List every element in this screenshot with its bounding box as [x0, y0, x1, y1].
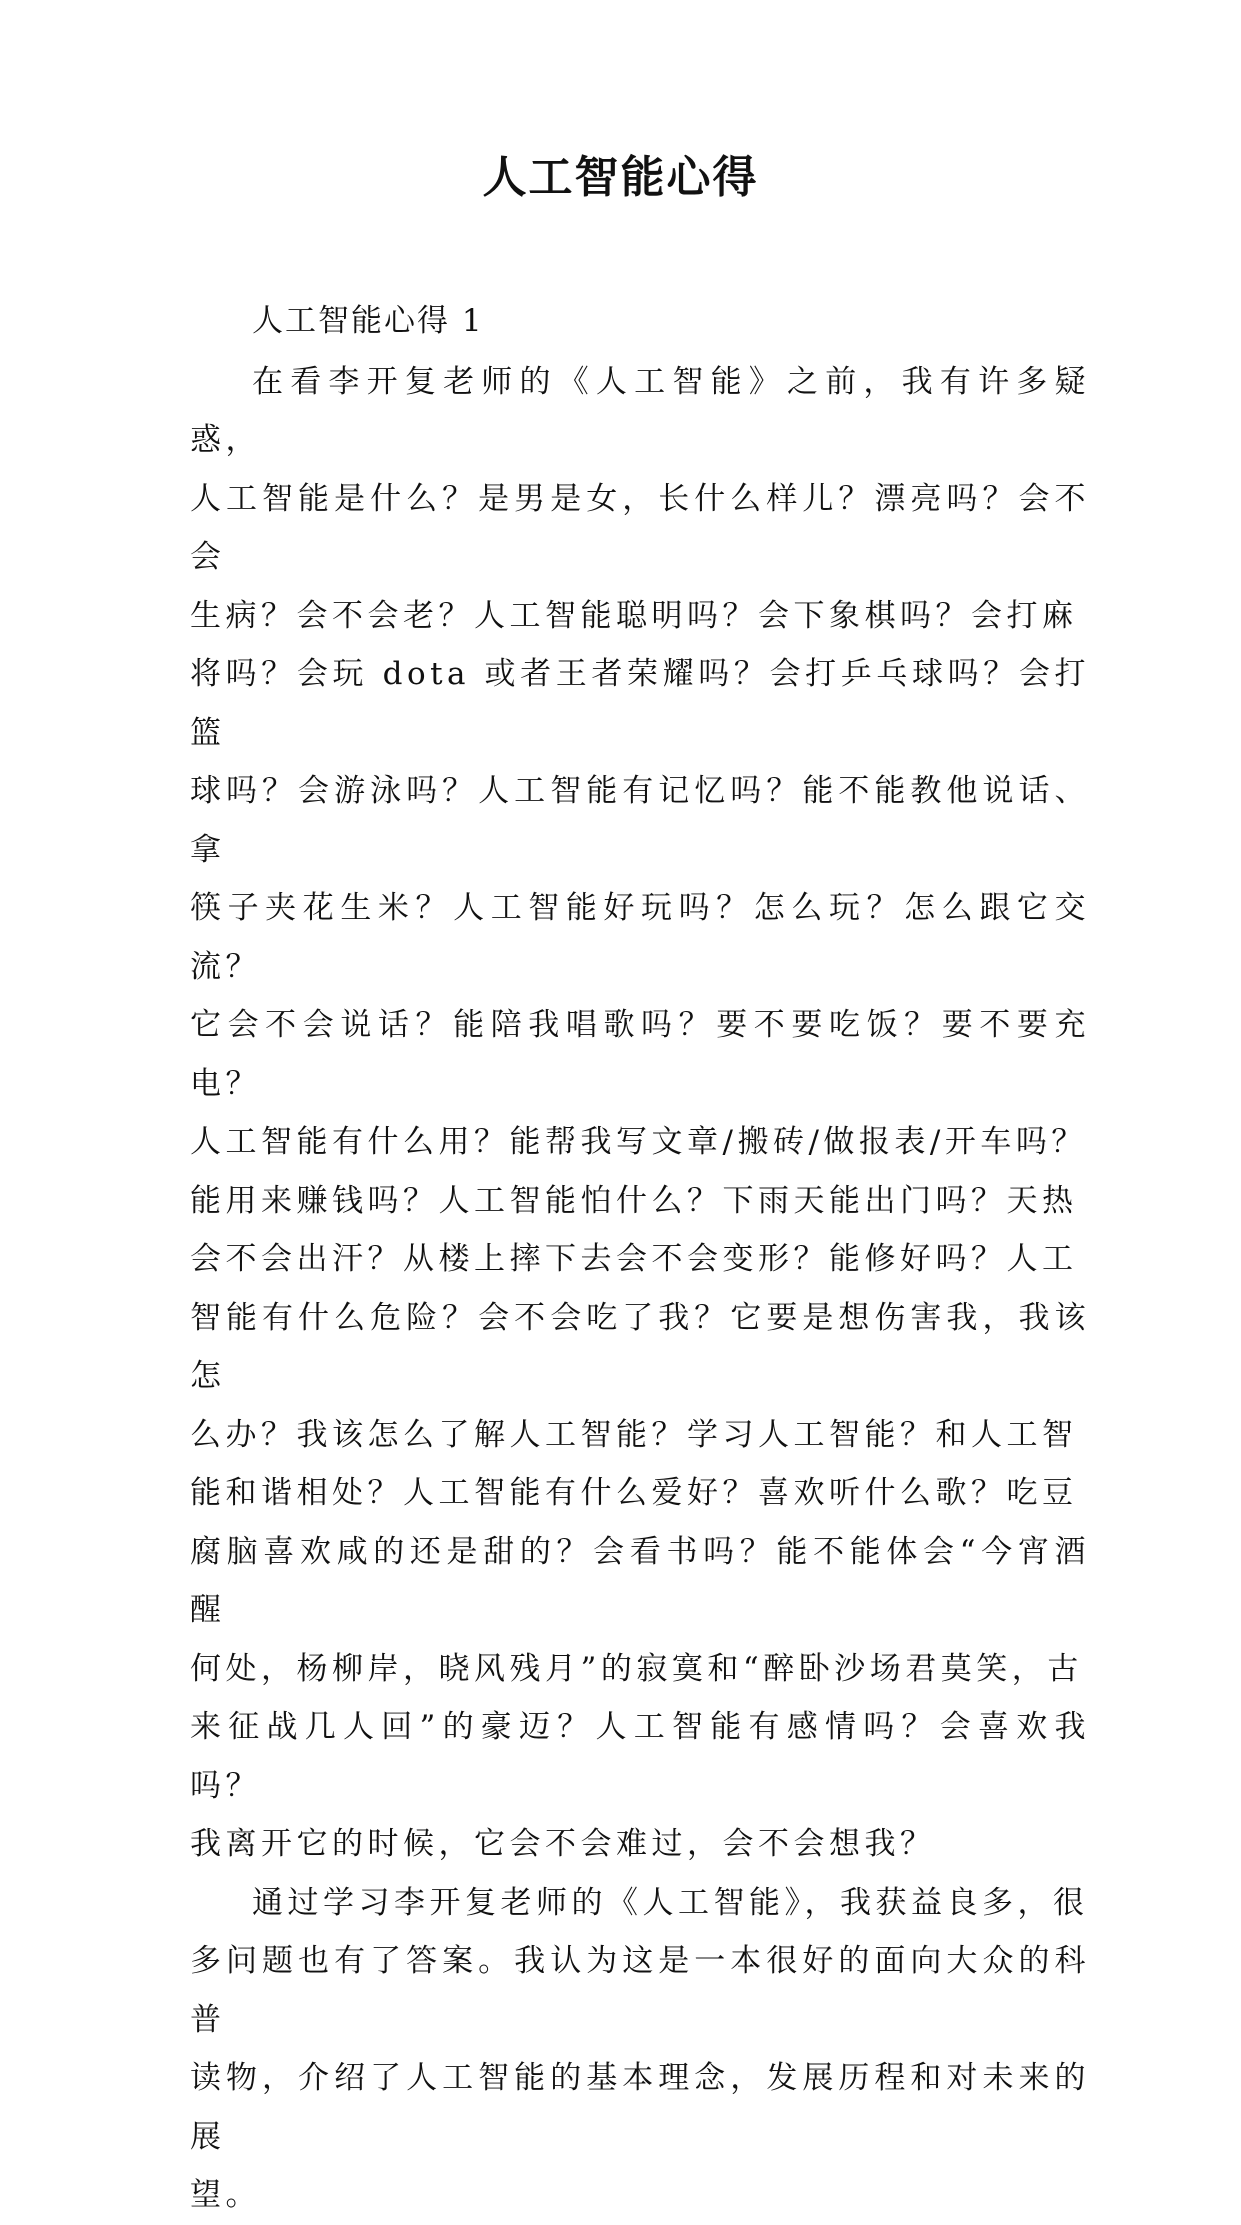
section-heading: 人工智能心得 1 — [252, 303, 484, 339]
document-title: 人工智能心得 — [482, 152, 759, 203]
paragraph-1: 在看李开复老师的《人工智能》之前，我有许多疑惑， 人工智能是什么？是男是女，长什么样儿？漂亮吗？会不会 生病？会不会老？人工智能聪明吗？会下象棋吗？会打麻 将吗？会玩 dota 或者王者荣耀吗？会打乒乓球吗？会打篮 球吗？会游泳吗？人工智能有记忆吗？能不能教他说话、拿 筷子夹花生米？人工智能好玩吗？怎么玩？怎么跟它交流？ 它会不会说话？能陪我唱歌吗？要不要吃饭？要不要充电？ 人工智能有什么用？能帮我写文章/搬砖/做报表/开车吗？ 能用来赚钱吗？人工智能怕什么？下雨天能出门吗？天热 会不会出汗？从楼上摔下去会不会变形？能修好吗？人工 智能有什么危险？会不会吃了我？它要是想伤害我，我该怎 么办？我该怎么了解人工智能？学习人工智能？和人工智 能和谐相处？人工智能有什么爱好？喜欢听什么歌？吃豆 腐脑喜欢咸的还是甜的？会看书吗？能不能体会“今宵酒醒 何处，杨柳岸，晓风残月”的寂寞和“醉卧沙场君莫笑，古 来征战几人回”的豪迈？人工智能有感情吗？会喜欢我吗？ 我离开它的时候，它会不会难过，会不会想我？ — [190, 363, 1090, 1862]
paragraph-2: 通过学习李开复老师的《人工智能》，我获益良多，很 多问题也有了答案。我认为这是一本很好的面向大众的科普 读物，介绍了人工智能的基本理念，发展历程和对未来的展 望。 — [190, 1884, 1090, 2213]
document-body — [190, 292, 1090, 2225]
